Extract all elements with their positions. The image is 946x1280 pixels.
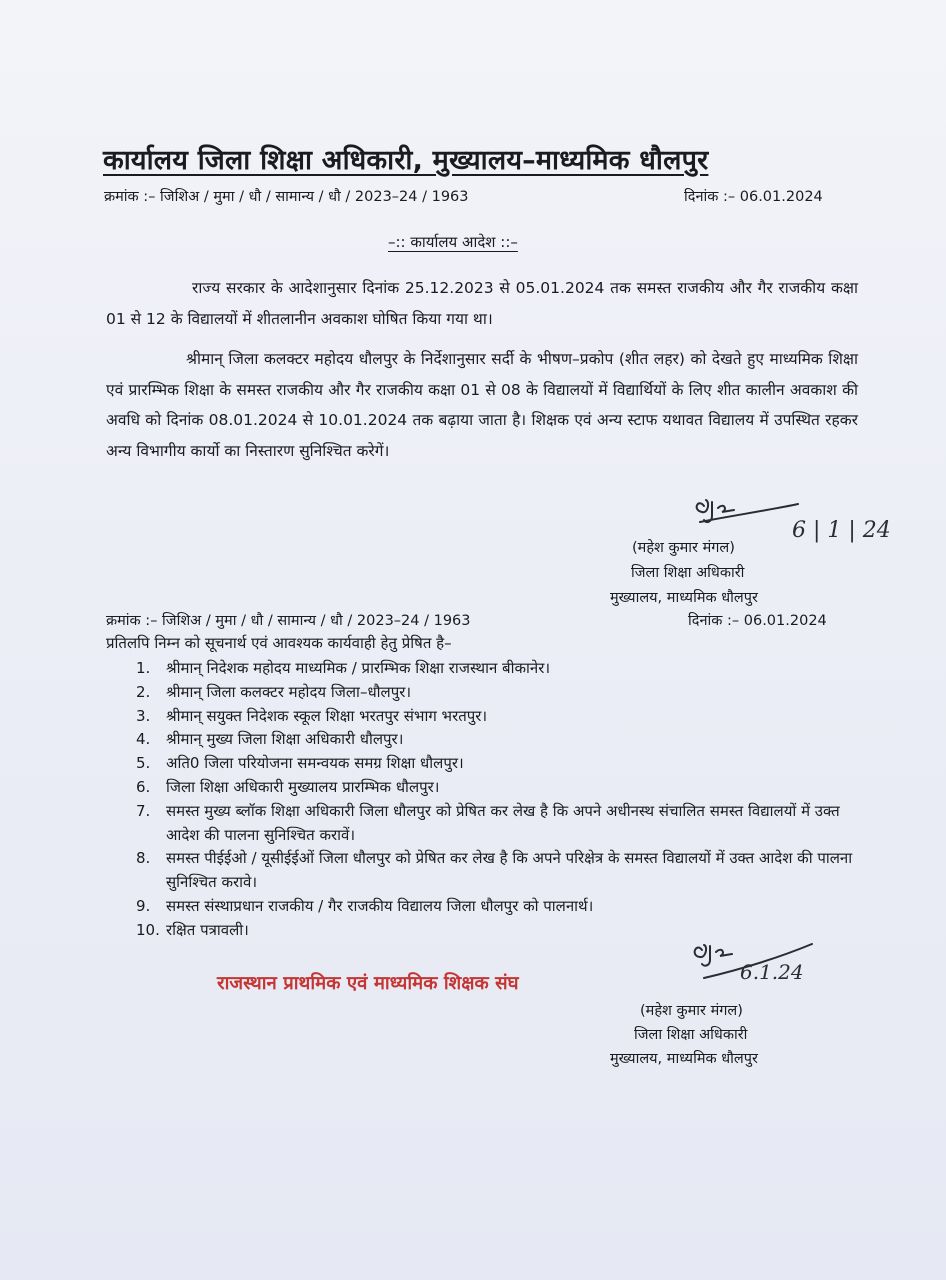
list-item-text: श्रीमान् जिला कलक्टर महोदय जिला–धौलपुर।	[166, 682, 412, 701]
office-title: कार्यालय जिला शिक्षा अधिकारी, मुख्यालय–माध्यमिक धौलपुर	[103, 145, 709, 176]
union-name-stamp: राजस्थान प्राथमिक एवं माध्यमिक शिक्षक संघ	[217, 973, 519, 994]
list-item-text: रक्षित पत्रावली।	[166, 920, 249, 939]
list-item-text: जिला शिक्षा अधिकारी मुख्यालय प्रारम्भिक धौलपुर।	[166, 777, 440, 796]
list-item-text: समस्त संस्थाप्रधान राजकीय / गैर राजकीय विद्यालय जिला धौलपुर को पालनार्थ।	[166, 896, 594, 915]
list-item-number: 5.	[136, 754, 151, 773]
list-item	[136, 847, 856, 895]
list-item	[136, 681, 856, 705]
paragraph-2: श्रीमान् जिला कलक्टर महोदय धौलपुर के निर्देशानुसार सर्दी के भीषण–प्रकोप (शीत लहर) को देखते हुए माध्यमिक शिक्षा एवं प्रारम्भिक शिक्षा के समस्त राजकीय और गैर राजकीय कक्षा 01 से 08 के विद्यालयों में विद्यार्थियों के लिए शीत कालीन अवकाश की अवधि को दिनांक 08.01.2024 से 10.01.2024 तक बढ़ाया जाता है। शिक्षक एवं अन्य स्टाफ यथावत विद्यालय में उपस्थित रहकर अन्य विभागीय कार्यो का निस्तारण सुनिश्चित करेगें।	[106, 350, 858, 460]
list-item-number: 1.	[136, 659, 151, 677]
list-item	[136, 800, 856, 848]
list-item-text: श्रीमान् मुख्य जिला शिक्षा अधिकारी धौलपुर।	[166, 730, 404, 749]
copy-recipients-list	[136, 657, 856, 943]
copy-order-date: दिनांक :– 06.01.2024	[688, 613, 827, 629]
signature-1-date: 6 | 1 | 24	[792, 518, 891, 543]
list-item-text: अति0 जिला परियोजना समन्वयक समग्र शिक्षा धौलपुर।	[166, 754, 464, 773]
list-item-text: समस्त मुख्य ब्लॉक शिक्षा अधिकारी जिला धौलपुर को प्रेषित कर लेख है कि अपने अधीनस्थ संचालित समस्त विद्यालयों में उक्त आदेश की पालना सुनिश्चित करावें।	[166, 801, 840, 844]
list-item-number: 9.	[136, 896, 151, 915]
signatory-1-name: (महेश कुमार मंगल)	[632, 540, 735, 556]
list-item-text: समस्त पीईईओ / यूसीईईओं जिला धौलपुर को प्रेषित कर लेख है कि अपने परिक्षेत्र के समस्त विद्यालयों में उक्त आदेश की पालना सुनिश्चित करावे।	[166, 849, 853, 892]
order-date: दिनांक :– 06.01.2024	[684, 189, 823, 205]
list-item-number: 8.	[136, 849, 151, 868]
list-item-number: 2.	[136, 682, 151, 701]
order-number: क्रमांक :– जिशिअ / मुमा / धौ / सामान्य / धौ / 2023–24 / 1963	[104, 189, 469, 205]
paragraph-1: राज्य सरकार के आदेशानुसार दिनांक 25.12.2023 से 05.01.2024 तक समस्त राजकीय और गैर राजकीय कक्षा 01 से 12 के विद्यालयों में शीतलानीन अवकाश घोषित किया गया था।	[106, 279, 858, 328]
list-item-number: 4.	[136, 730, 151, 749]
list-item	[136, 776, 856, 800]
order-heading: –:: कार्यालय आदेश ::–	[388, 233, 518, 251]
list-item-text: श्रीमान् निदेशक महोदय माध्यमिक / प्रारम्भिक शिक्षा राजस्थान बीकानेर।	[166, 659, 551, 677]
list-item	[136, 728, 856, 752]
signatory-1-office: मुख्यालय, माध्यमिक धौलपुर	[610, 590, 758, 606]
list-item	[136, 919, 856, 943]
list-item-number: 3.	[136, 706, 151, 725]
list-item	[136, 657, 856, 681]
list-item	[136, 705, 856, 729]
list-item-text: श्रीमान् सयुक्त निदेशक स्कूल शिक्षा भरतपुर संभाग भरतपुर।	[166, 706, 488, 725]
signatory-2-designation: जिला शिक्षा अधिकारी	[634, 1027, 748, 1043]
copy-order-number: क्रमांक :– जिशिअ / मुमा / धौ / सामान्य / धौ / 2023–24 / 1963	[106, 613, 471, 629]
list-item-number: 10.	[136, 920, 160, 939]
list-item	[136, 752, 856, 776]
list-item-number: 7.	[136, 801, 151, 820]
copy-lead-text: प्रतिलपि निम्न को सूचनार्थ एवं आवश्यक कार्यवाही हेतु प्रेषित है–	[106, 634, 452, 652]
list-item-number: 6.	[136, 777, 151, 796]
signatory-2-name: (महेश कुमार मंगल)	[640, 1003, 743, 1019]
list-item	[136, 895, 856, 919]
signature-2-date: 6.1.24	[740, 960, 804, 984]
signatory-1-designation: जिला शिक्षा अधिकारी	[631, 565, 745, 581]
signatory-2-office: मुख्यालय, माध्यमिक धौलपुर	[610, 1051, 758, 1067]
